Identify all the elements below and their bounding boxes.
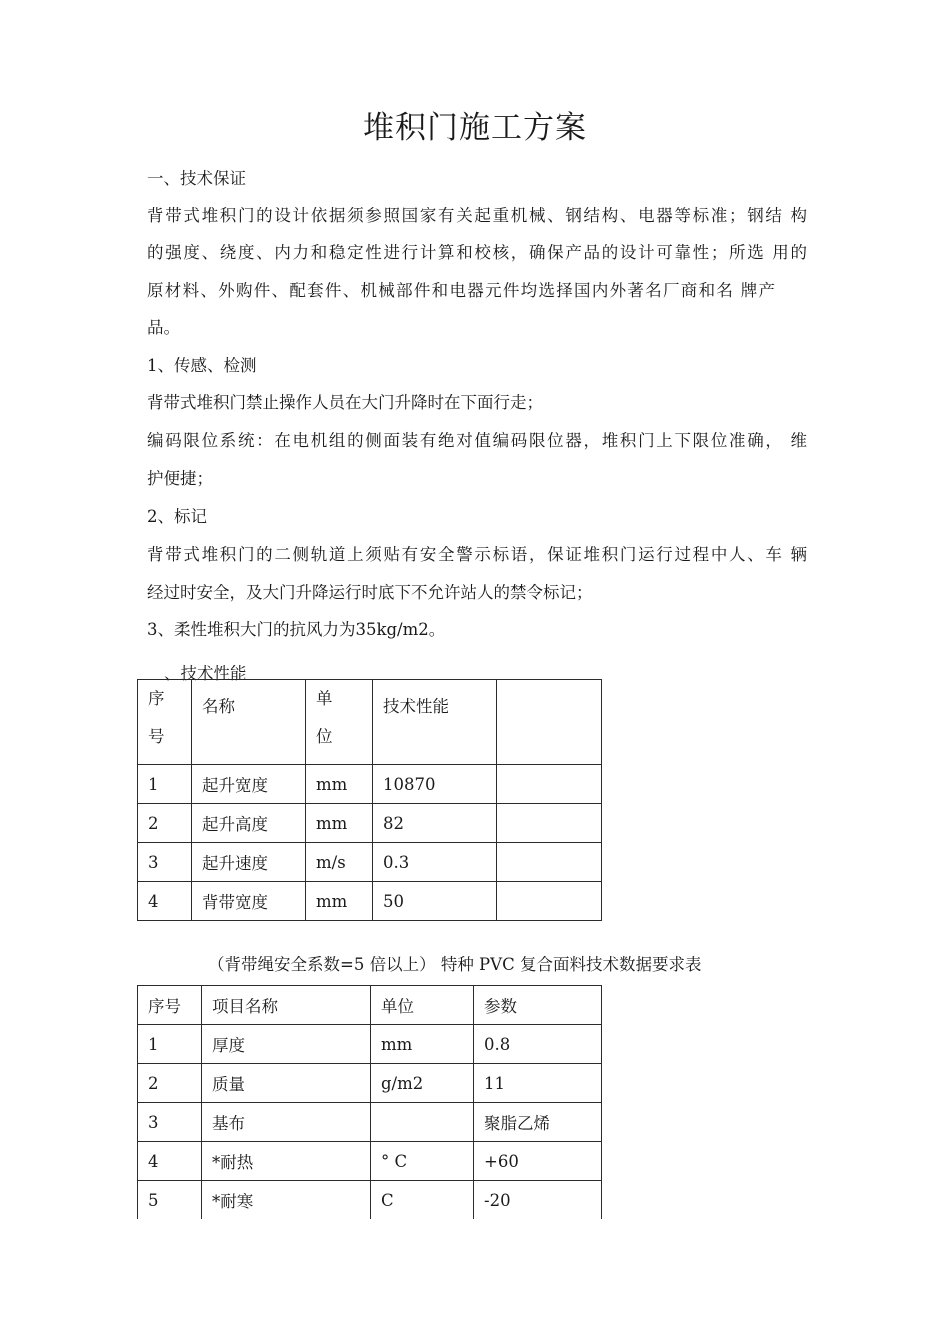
table-cell: C [371,1181,474,1220]
table-row [138,1142,602,1181]
table-cell: mm [306,882,373,921]
table-cell: +60 [474,1142,602,1181]
table-cell: 厚度 [202,1025,371,1064]
header-cell [497,680,602,765]
table-row [138,1025,602,1064]
paragraph-line: 背带式堆积门的设计依据须参照国家有关起重机械、钢结构、电器等标准；钢结 构 [147,206,807,225]
table-cell: 3 [138,1103,202,1142]
table-cell [371,1103,474,1142]
item-heading-marking: 2、标记 [147,507,207,526]
paragraph-line: 经过时安全，及大门升降运行时底下不允许站人的禁令标记； [147,583,593,602]
table-cell [497,843,602,882]
table-cell: 背带宽度 [192,882,306,921]
table-cell: 82 [373,804,497,843]
header-cell: 单位 [371,986,474,1025]
table-cell: g/m2 [371,1064,474,1103]
table-cell: 2 [138,804,192,843]
table-cell: ° C [371,1142,474,1181]
table-cell: -20 [474,1181,602,1220]
paragraph-line: 原材料、外购件、配套件、机械部件和电器元件均选择国内外著名厂商和名 牌产 [147,281,775,300]
paragraph-line: 护便捷； [147,469,213,488]
table-cell: m/s [306,843,373,882]
section-heading-tech-performance: 、技术性能 [164,664,247,683]
table-row [138,843,602,882]
table-cell: 起升宽度 [192,765,306,804]
table-cell: mm [371,1025,474,1064]
header-cell: 参数 [474,986,602,1025]
table-cell: 聚脂乙烯 [474,1103,602,1142]
item-heading-sensing: 1、传感、检测 [147,356,257,375]
table-row [138,765,602,804]
table-cell: 5 [138,1181,202,1220]
table-caption: （背带绳安全系数=5 倍以上） 特种 PVC 复合面料技术数据要求表 [208,955,702,974]
table-row [138,1181,602,1220]
table-cell: 起升高度 [192,804,306,843]
paragraph-line: 背带式堆积门的二侧轨道上须贴有安全警示标语，保证堆积门运行过程中人、车 辆 [147,545,807,564]
table-cell: *耐寒 [202,1181,371,1220]
table-header-row [138,986,602,1025]
table-row [138,804,602,843]
table-cell [497,882,602,921]
table-cell [497,804,602,843]
paragraph-line: 编码限位系统：在电机组的侧面装有绝对值编码限位器，堆积门上下限位准确， 维 [147,431,807,450]
paragraph-line: 背带式堆积门禁止操作人员在大门升降时在下面行走； [147,393,543,412]
table-cell: 4 [138,882,192,921]
header-cell: 单位 [306,680,373,765]
table-cell: *耐热 [202,1142,371,1181]
table-row [138,1064,602,1103]
table-cell: 1 [138,1025,202,1064]
pvc-fabric-spec-table [137,985,602,1219]
table-row [138,1103,602,1142]
table-cell: 0.3 [373,843,497,882]
table-cell: 11 [474,1064,602,1103]
section-heading-tech-guarantee: 一、技术保证 [147,169,246,188]
table-cell [497,765,602,804]
table-cell: 50 [373,882,497,921]
tech-performance-table [137,679,602,921]
table-header-row [138,680,602,765]
table-cell: 10870 [373,765,497,804]
header-cell: 名称 [192,680,306,765]
header-cell: 序号 [138,986,202,1025]
paragraph-line: 的强度、绕度、内力和稳定性进行计算和校核，确保产品的设计可靠性；所选 用的 [147,243,807,262]
table-cell: 0.8 [474,1025,602,1064]
paragraph-line: 品。 [147,318,180,337]
table-cell: 1 [138,765,192,804]
table-cell: mm [306,765,373,804]
table-cell: 3 [138,843,192,882]
table-row [138,882,602,921]
header-cell: 序号 [138,680,192,765]
table-cell: 4 [138,1142,202,1181]
document-title: 堆积门施工方案 [363,110,587,146]
table-cell: mm [306,804,373,843]
table-cell: 起升速度 [192,843,306,882]
paragraph-line: 3、柔性堆积大门的抗风力为35kg/m2。 [147,620,446,639]
table-cell: 2 [138,1064,202,1103]
table-cell: 质量 [202,1064,371,1103]
table-cell: 基布 [202,1103,371,1142]
header-cell: 技术性能 [373,680,497,765]
header-cell: 项目名称 [202,986,371,1025]
